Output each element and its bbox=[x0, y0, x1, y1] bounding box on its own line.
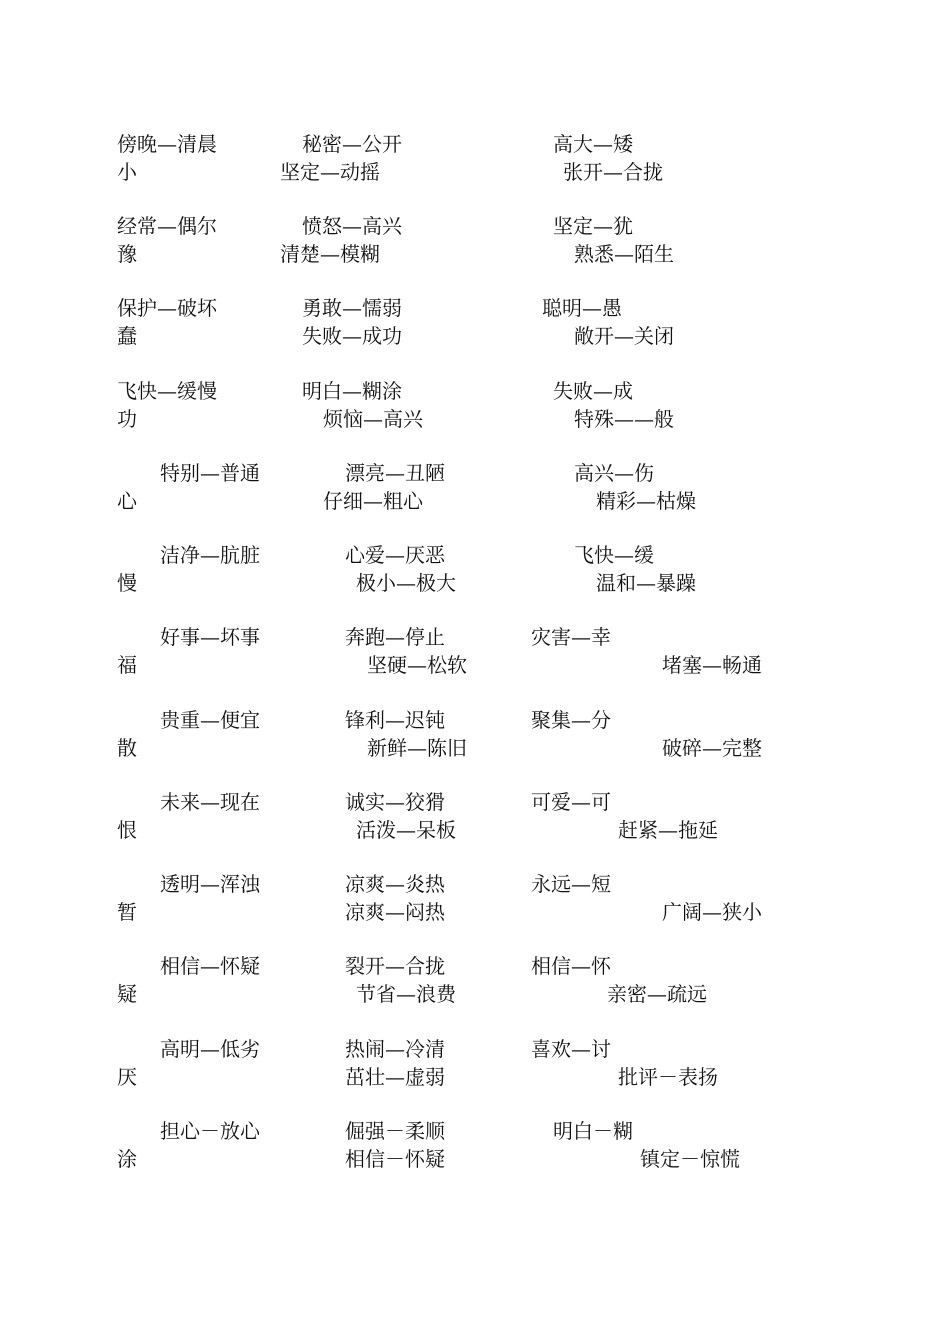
word-pair: 功 bbox=[117, 407, 137, 431]
word-pair: 节省—浪费 bbox=[356, 982, 456, 1006]
word-pair: 敞开—关闭 bbox=[574, 324, 674, 348]
word-pair: 秘密—公开 bbox=[302, 132, 402, 156]
word-pair: 勇敢—懦弱 bbox=[302, 296, 402, 320]
word-pair: 精彩—枯燥 bbox=[596, 489, 696, 513]
word-pair: 高大—矮 bbox=[553, 132, 633, 156]
word-pair: 热闹—冷清 bbox=[345, 1037, 445, 1061]
word-pair: 相信—怀疑 bbox=[160, 954, 260, 978]
word-pair: 聪明—愚 bbox=[542, 296, 622, 320]
word-pair: 涂 bbox=[117, 1147, 137, 1171]
word-pair: 裂开—合拢 bbox=[345, 954, 445, 978]
word-pair: 贵重—便宜 bbox=[160, 708, 260, 732]
word-pair: 失败—成 bbox=[553, 379, 633, 403]
word-pair: 恨 bbox=[117, 818, 137, 842]
word-pair: 高明—低劣 bbox=[160, 1037, 260, 1061]
word-pair: 飞快—缓 bbox=[574, 543, 654, 567]
word-pair: 福 bbox=[117, 653, 137, 677]
word-pair: 特别—普通 bbox=[160, 461, 260, 485]
word-pair: 相信－怀疑 bbox=[345, 1147, 445, 1171]
word-pair: 透明—浑浊 bbox=[160, 872, 260, 896]
word-pair: 坚定—犹 bbox=[553, 214, 633, 238]
word-pair: 广阔—狭小 bbox=[662, 900, 762, 924]
word-pair: 赶紧—拖延 bbox=[618, 818, 718, 842]
word-pair: 凉爽—炎热 bbox=[345, 872, 445, 896]
word-pair: 破碎—完整 bbox=[662, 736, 762, 760]
word-pair: 聚集—分 bbox=[531, 708, 611, 732]
word-pair: 漂亮—丑陋 bbox=[345, 461, 445, 485]
word-pair: 可爱—可 bbox=[531, 790, 611, 814]
word-pair: 凉爽—闷热 bbox=[345, 900, 445, 924]
word-pair: 担心－放心 bbox=[160, 1119, 260, 1143]
word-pair: 清楚—模糊 bbox=[280, 242, 380, 266]
word-pair: 明白—糊涂 bbox=[302, 379, 402, 403]
word-pair: 极小—极大 bbox=[356, 571, 456, 595]
word-pair: 保护—破坏 bbox=[117, 296, 217, 320]
word-pair: 张开—合拢 bbox=[563, 160, 663, 184]
word-pair: 高兴—伤 bbox=[574, 461, 654, 485]
word-pair: 傍晚—清晨 bbox=[117, 132, 217, 156]
word-pair: 永远—短 bbox=[531, 872, 611, 896]
word-pair: 相信—怀 bbox=[531, 954, 611, 978]
word-pair: 批评－表扬 bbox=[618, 1065, 718, 1089]
word-pair: 活泼—呆板 bbox=[356, 818, 456, 842]
word-pair: 奔跑—停止 bbox=[345, 625, 445, 649]
word-pair: 喜欢—讨 bbox=[531, 1037, 611, 1061]
word-pair: 厌 bbox=[117, 1065, 137, 1089]
word-pair: 诚实—狡猾 bbox=[345, 790, 445, 814]
word-pair: 特殊——般 bbox=[574, 407, 674, 431]
word-pair: 豫 bbox=[117, 242, 137, 266]
word-pair: 愤怒—高兴 bbox=[302, 214, 402, 238]
word-pair: 蠢 bbox=[117, 324, 137, 348]
word-pair: 新鲜—陈旧 bbox=[367, 736, 467, 760]
word-pair: 疑 bbox=[117, 982, 137, 1006]
word-pair: 未来—现在 bbox=[160, 790, 260, 814]
word-pair: 失败—成功 bbox=[302, 324, 402, 348]
word-pair: 慢 bbox=[117, 571, 137, 595]
word-pair: 飞快—缓慢 bbox=[117, 379, 217, 403]
word-pair: 灾害—幸 bbox=[531, 625, 611, 649]
word-pair: 暂 bbox=[117, 900, 137, 924]
word-pair: 锋利—迟钝 bbox=[345, 708, 445, 732]
word-pair: 洁净—肮脏 bbox=[160, 543, 260, 567]
word-pair: 好事—坏事 bbox=[160, 625, 260, 649]
word-pair: 亲密—疏远 bbox=[607, 982, 707, 1006]
word-pair: 镇定－惊慌 bbox=[640, 1147, 740, 1171]
word-pair: 坚硬—松软 bbox=[367, 653, 467, 677]
word-pair: 温和—暴躁 bbox=[596, 571, 696, 595]
word-pair: 茁壮—虚弱 bbox=[345, 1065, 445, 1089]
word-pair: 堵塞—畅通 bbox=[662, 653, 762, 677]
word-pair: 经常—偶尔 bbox=[117, 214, 217, 238]
word-pair: 仔细—粗心 bbox=[323, 489, 423, 513]
word-pair: 熟悉—陌生 bbox=[574, 242, 674, 266]
word-pair: 坚定—动摇 bbox=[280, 160, 380, 184]
word-pair: 散 bbox=[117, 736, 137, 760]
word-pair: 心 bbox=[117, 489, 137, 513]
word-pair: 明白－糊 bbox=[553, 1119, 633, 1143]
word-pair: 心爱—厌恶 bbox=[345, 543, 445, 567]
word-pair: 烦恼—高兴 bbox=[323, 407, 423, 431]
word-pair: 小 bbox=[117, 160, 137, 184]
word-pair: 倔强－柔顺 bbox=[345, 1119, 445, 1143]
